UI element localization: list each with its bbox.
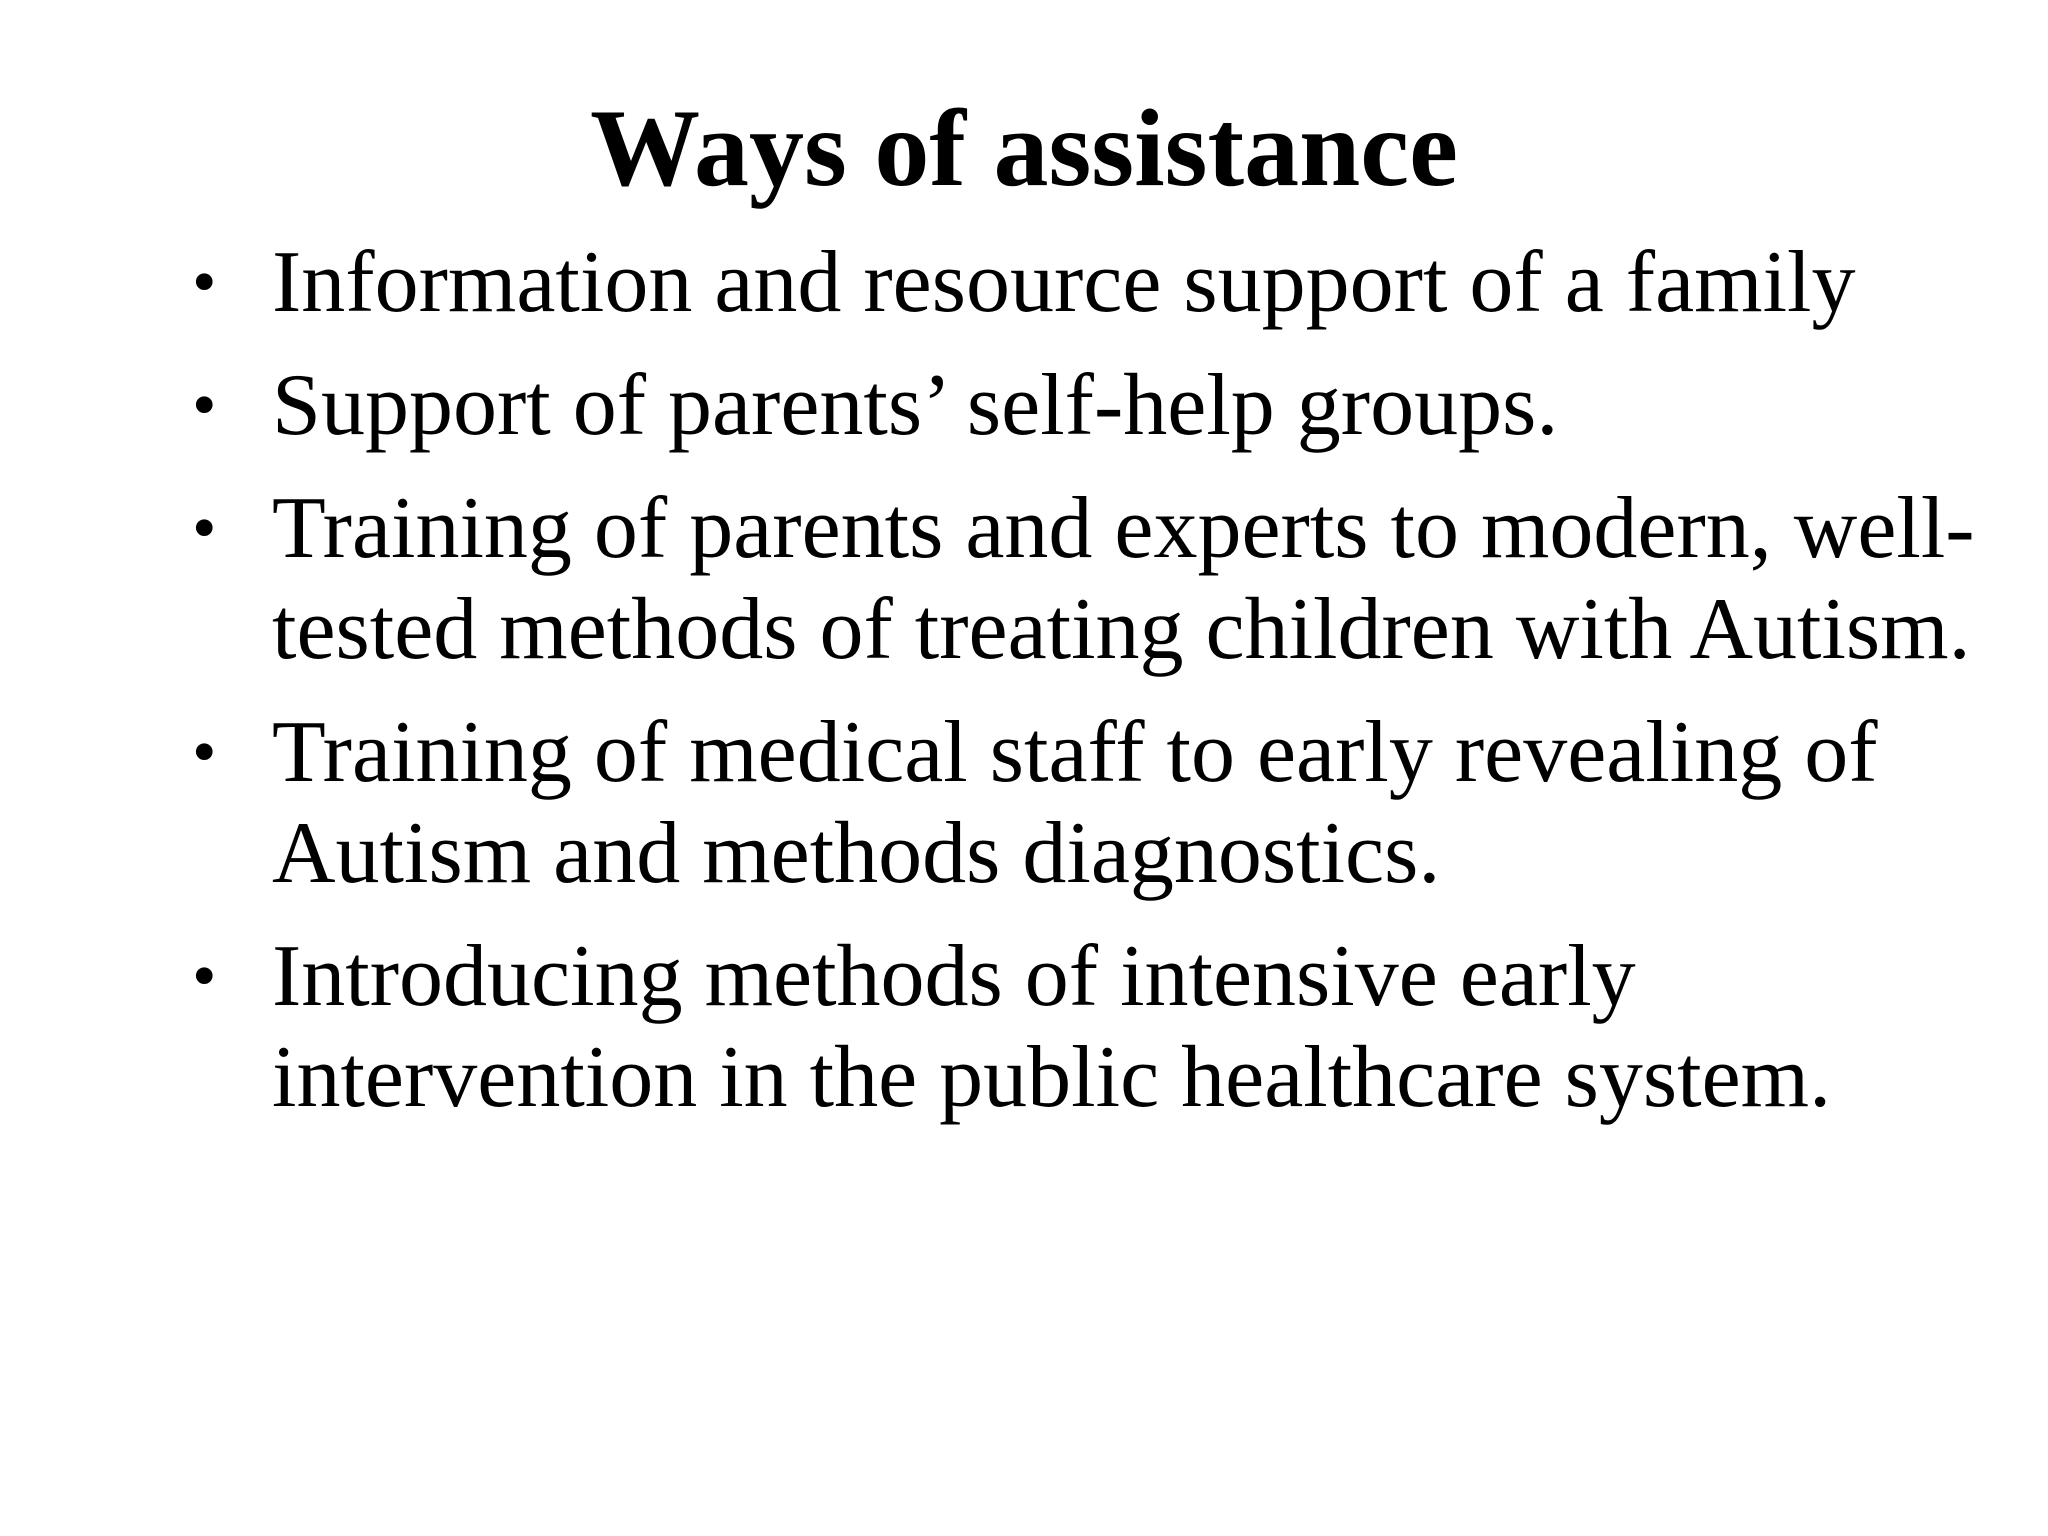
bullet-icon: • (192, 938, 217, 1015)
bullet-item (180, 355, 1980, 456)
bullet-text: Training of parents and experts to modern, well-tested methods of treating children with Autism. (272, 480, 1975, 678)
bullet-icon: • (192, 244, 217, 321)
bullet-text: Support of parents’ self-help groups. (272, 357, 1559, 454)
bullet-text: Information and resource support of a family (272, 234, 1856, 331)
slide-title: Ways of assistance (590, 87, 1458, 209)
bullet-icon: • (192, 367, 217, 444)
bullet-text: Training of medical staff to early revealing of Autism and methods diagnostics. (272, 704, 1878, 902)
bullet-list (180, 232, 1980, 1150)
bullet-item (180, 478, 1980, 680)
bullet-text: Introducing methods of intensive early intervention in the public healthcare system. (272, 928, 1832, 1126)
bullet-item (180, 926, 1980, 1128)
bullet-icon: • (192, 714, 217, 791)
bullet-item (180, 702, 1980, 904)
bullet-icon: • (192, 490, 217, 567)
bullet-item (180, 232, 1980, 333)
